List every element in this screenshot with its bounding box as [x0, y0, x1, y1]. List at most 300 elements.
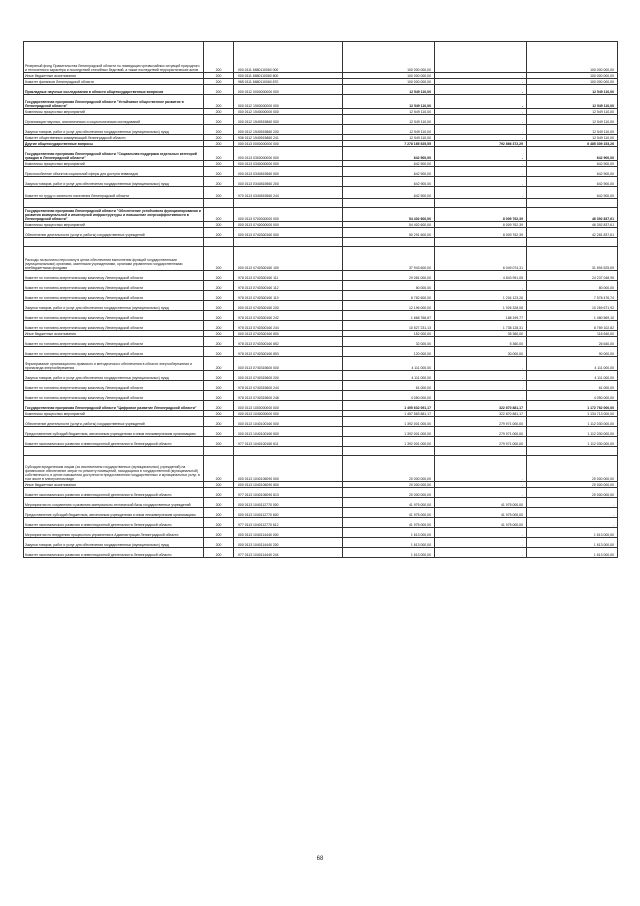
approved-amount-cell: 41 975 000,00: [343, 518, 435, 528]
classification-code-cell: 000 0111 6880110060 000: [234, 42, 343, 73]
classification-code-cell: 978 0113 0740300160 244: [234, 321, 343, 331]
unexecuted-amount-cell: 7 578 476,74: [527, 291, 618, 301]
line-code-cell: 200: [204, 337, 234, 347]
spacer-cell: [234, 199, 343, 208]
unexecuted-amount-cell: 12 549 110,00: [527, 125, 618, 135]
line-code-cell: 200: [204, 247, 234, 271]
classification-code-cell: 000 0113 0740000000 000: [234, 222, 343, 228]
name-cell: Комитет по топливно-энергетическому комплексу Ленинградской области: [24, 391, 204, 401]
name-cell: Комитет по топливно-энергетическому комплексу Ленинградской области: [24, 347, 204, 357]
approved-amount-cell: 4 111 000,00: [343, 371, 435, 381]
name-cell: Расходы на выплаты персоналу в целях обеспечения выполнения функций государственными (муниципальными) органами, казенными учреждениями, органами управления государственными внебюджетными фондами: [24, 247, 204, 271]
unexecuted-amount-cell: 6 485 309 153,26: [527, 141, 618, 147]
budget-row: [24, 518, 618, 528]
executed-amount-cell: -: [435, 538, 527, 548]
budget-table-container: [23, 41, 617, 558]
budget-row: [24, 548, 618, 558]
name-cell: Комитет по топливно-энергетическому комплексу Ленинградской области: [24, 271, 204, 281]
unexecuted-amount-cell: 1 480 569,10: [527, 311, 618, 321]
spacer-cell: [435, 238, 527, 247]
classification-code-cell: 000 0113 0700000000 000: [234, 208, 343, 222]
unexecuted-amount-cell: 642 900,00: [527, 187, 618, 199]
budget-row: [24, 538, 618, 548]
line-code-cell: 200: [204, 125, 234, 135]
line-code-cell: 200: [204, 321, 234, 331]
line-code-cell: 200: [204, 391, 234, 401]
line-code-cell: 200: [204, 85, 234, 95]
spacer-cell: [527, 199, 618, 208]
executed-amount-cell: 41 975 000,00: [435, 508, 527, 518]
unexecuted-amount-cell: 1 613 000,00: [527, 528, 618, 538]
name-cell: Комитет по топливно-энергетическому комплексу Ленинградской области: [24, 321, 204, 331]
approved-amount-cell: 1 613 000,00: [343, 538, 435, 548]
line-code-cell: 200: [204, 528, 234, 538]
approved-amount-cell: 10 527 231,13: [343, 321, 435, 331]
spacer-cell: [24, 238, 204, 247]
unexecuted-amount-cell: 12 549 110,00: [527, 115, 618, 125]
classification-code-cell: 000 0113 0740315600 200: [234, 371, 343, 381]
executed-amount-cell: -: [435, 79, 527, 85]
classification-code-cell: 000 0112 1540515860 200: [234, 125, 343, 135]
approved-amount-cell: 54 402 600,00: [343, 208, 435, 222]
line-code-cell: 200: [204, 488, 234, 498]
line-code-cell: 200: [204, 498, 234, 508]
executed-amount-cell: 322 870 881,17: [435, 401, 527, 411]
name-cell: Мероприятия по сохранению и развитию материально-технической базы государственных учреждений: [24, 498, 204, 508]
name-cell: Предоставление субсидий бюджетным, автономным учреждениям и иным некоммерческим организациям: [24, 427, 204, 437]
name-cell: Государственная программа Ленинградской области "Цифровое развитие Ленинградской области": [24, 401, 204, 411]
line-code-cell: 200: [204, 347, 234, 357]
executed-amount-cell: 41 975 000,00: [435, 518, 527, 528]
unexecuted-amount-cell: 100 000 000,00: [527, 79, 618, 85]
classification-code-cell: 000 0113 1000000000 000: [234, 401, 343, 411]
classification-code-cell: 000 0113 0740300160 800: [234, 331, 343, 337]
budget-row: [24, 208, 618, 222]
line-code-cell: 200: [204, 79, 234, 85]
classification-code-cell: 000 0113 0740315600 000: [234, 357, 343, 371]
approved-amount-cell: 32 000,00: [343, 337, 435, 347]
unexecuted-amount-cell: 20 000 000,00: [527, 488, 618, 498]
name-cell: Другие общегосударственные вопросы: [24, 141, 204, 147]
approved-amount-cell: 12 549 110,00: [343, 135, 435, 141]
approved-amount-cell: 1 392 001 000,00: [343, 437, 435, 447]
line-code-cell: 200: [204, 42, 234, 73]
line-code-cell: 200: [204, 508, 234, 518]
executed-amount-cell: -: [435, 456, 527, 482]
unexecuted-amount-cell: 642 900,00: [527, 167, 618, 177]
classification-code-cell: 000 0113 0340000000 000: [234, 161, 343, 167]
name-cell: Комплексы процессных мероприятий: [24, 222, 204, 228]
unexecuted-amount-cell: 4 050 000,00: [527, 391, 618, 401]
approved-amount-cell: 20 000 000,00: [343, 482, 435, 488]
spacer-cell: [204, 447, 234, 456]
approved-amount-cell: 12 196 000,00: [343, 301, 435, 311]
name-cell: Комитет финансов Ленинградской области: [24, 79, 204, 85]
line-code-cell: 200: [204, 401, 234, 411]
budget-row: [24, 337, 618, 347]
classification-code-cell: 977 0113 1040106090 813: [234, 488, 343, 498]
executed-amount-cell: -: [435, 391, 527, 401]
approved-amount-cell: 20 000 000,00: [343, 488, 435, 498]
unexecuted-amount-cell: 31 894 525,69: [527, 247, 618, 271]
approved-amount-cell: 29 081 000,00: [343, 271, 435, 281]
name-cell: Комплексы процессных мероприятий: [24, 411, 204, 417]
budget-row: [24, 391, 618, 401]
budget-row: [24, 125, 618, 135]
unexecuted-amount-cell: 100 000 000,00: [527, 73, 618, 79]
budget-row: [24, 437, 618, 447]
budget-row: [24, 508, 618, 518]
executed-amount-cell: 6 049 074,31: [435, 247, 527, 271]
budget-row: [24, 301, 618, 311]
budget-row: [24, 85, 618, 95]
unexecuted-amount-cell: 8 789 102,82: [527, 321, 618, 331]
unexecuted-amount-cell: 642 900,00: [527, 177, 618, 187]
line-code-cell: 200: [204, 548, 234, 558]
approved-amount-cell: 152 000,00: [343, 331, 435, 337]
name-cell: Комитет общественных коммуникаций Ленинградской области: [24, 135, 204, 141]
name-cell: Государственная программа Ленинградской области "Обеспечение устойчивого функционирования и развития коммунальной и инженерной инфраструктуры и повышение энергоэффективности в Ленинградской области": [24, 208, 204, 222]
executed-amount-cell: 188 199,77: [435, 311, 527, 321]
executed-amount-cell: 35 360,00: [435, 331, 527, 337]
classification-code-cell: 000 0113 1040106090 800: [234, 482, 343, 488]
spacer-row: [24, 447, 618, 456]
name-cell: Закупка товаров, работ и услуг для обеспечения государственных (муниципальных) нужд: [24, 538, 204, 548]
name-cell: Закупка товаров, работ и услуг для обеспечения государственных (муниципальных) нужд: [24, 177, 204, 187]
unexecuted-amount-cell: 642 900,00: [527, 161, 618, 167]
executed-amount-cell: -: [435, 115, 527, 125]
name-cell: Государственная программа Ленинградской области "Социальная поддержка отдельных категорий граждан в Ленинградской области": [24, 147, 204, 161]
executed-amount-cell: -: [435, 109, 527, 115]
line-code-cell: 200: [204, 417, 234, 427]
budget-row: [24, 417, 618, 427]
unexecuted-amount-cell: 10 269 671,92: [527, 301, 618, 311]
classification-code-cell: 978 0113 0740315600 246: [234, 391, 343, 401]
classification-code-cell: 000 0113 0340815560 000: [234, 167, 343, 177]
executed-amount-cell: -: [435, 177, 527, 187]
approved-amount-cell: 12 549 110,00: [343, 115, 435, 125]
budget-row: [24, 291, 618, 301]
line-code-cell: 200: [204, 427, 234, 437]
executed-amount-cell: -: [435, 73, 527, 79]
line-code-cell: 200: [204, 115, 234, 125]
name-cell: Закупка товаров, работ и услуг для обеспечения государственных (муниципальных) нужд: [24, 125, 204, 135]
approved-amount-cell: 54 402 600,00: [343, 222, 435, 228]
executed-amount-cell: -: [435, 528, 527, 538]
name-cell: Резервный фонд Правительства Ленинградской области по ликвидации чрезвычайных ситуаций природного и техногенного характера и последствий стихийных бедствий, а также последствий террористических актов: [24, 42, 204, 73]
approved-amount-cell: 8 782 600,00: [343, 291, 435, 301]
spacer-cell: [435, 447, 527, 456]
executed-amount-cell: 5 360,00: [435, 337, 527, 347]
unexecuted-amount-cell: 12 549 110,00: [527, 135, 618, 141]
name-cell: Прикладные научные исследования в области общегосударственных вопросов: [24, 85, 204, 95]
executed-amount-cell: 279 971 000,00: [435, 417, 527, 427]
name-cell: Комплексы процессных мероприятий: [24, 161, 204, 167]
line-code-cell: 200: [204, 135, 234, 141]
classification-code-cell: 977 0113 1040114440 244: [234, 548, 343, 558]
name-cell: Комитет экономического развития и инвестиционной деятельности Ленинградской области: [24, 488, 204, 498]
classification-code-cell: 978 0113 0740300160 242: [234, 311, 343, 321]
approved-amount-cell: 642 900,00: [343, 167, 435, 177]
line-code-cell: 200: [204, 291, 234, 301]
name-cell: Закупка товаров, работ и услуг для обеспечения государственных (муниципальных) нужд: [24, 371, 204, 381]
executed-amount-cell: -: [435, 147, 527, 161]
name-cell: Комитет экономического развития и инвестиционной деятельности Ленинградской области: [24, 437, 204, 447]
spacer-cell: [24, 199, 204, 208]
line-code-cell: 200: [204, 331, 234, 337]
budget-row: [24, 177, 618, 187]
spacer-cell: [24, 447, 204, 456]
executed-amount-cell: -: [435, 381, 527, 391]
classification-code-cell: 000 0113 1040100160 000: [234, 417, 343, 427]
line-code-cell: 200: [204, 187, 234, 199]
unexecuted-amount-cell: 12 549 110,00: [527, 85, 618, 95]
budget-row: [24, 456, 618, 482]
approved-amount-cell: 50 291 600,00: [343, 228, 435, 238]
name-cell: Комитет по топливно-энергетическому комплексу Ленинградской области: [24, 281, 204, 291]
name-cell: Комитет по топливно-энергетическому комплексу Ленинградской области: [24, 291, 204, 301]
classification-code-cell: 000 0113 1040114440 000: [234, 528, 343, 538]
unexecuted-amount-cell: 12 549 110,00: [527, 95, 618, 109]
approved-amount-cell: 4 050 000,00: [343, 391, 435, 401]
approved-amount-cell: 7 278 165 525,55: [343, 141, 435, 147]
unexecuted-amount-cell: 4 111 000,00: [527, 357, 618, 371]
budget-row: [24, 488, 618, 498]
line-code-cell: 200: [204, 301, 234, 311]
line-code-cell: 200: [204, 311, 234, 321]
classification-code-cell: 978 0113 0740300160 119: [234, 291, 343, 301]
unexecuted-amount-cell: 1 172 762 000,00: [527, 401, 618, 411]
budget-row: [24, 115, 618, 125]
name-cell: Иные бюджетные ассигнования: [24, 482, 204, 488]
budget-row: [24, 498, 618, 508]
approved-amount-cell: 12 549 110,00: [343, 125, 435, 135]
classification-code-cell: 000 0113 1040106090 000: [234, 456, 343, 482]
page-number: 68: [316, 856, 324, 862]
executed-amount-cell: -: [435, 85, 527, 95]
approved-amount-cell: 120 000,00: [343, 347, 435, 357]
executed-amount-cell: 1 738 128,31: [435, 321, 527, 331]
unexecuted-amount-cell: 26 640,00: [527, 337, 618, 347]
line-code-cell: 200: [204, 228, 234, 238]
name-cell: Комитет по труду и занятости населения Ленинградской области: [24, 187, 204, 199]
line-code-cell: 200: [204, 109, 234, 115]
approved-amount-cell: 41 975 000,00: [343, 498, 435, 508]
executed-amount-cell: 30 000,00: [435, 347, 527, 357]
classification-code-cell: 000 0113 0740300160 000: [234, 228, 343, 238]
unexecuted-amount-cell: 116 640,00: [527, 331, 618, 337]
unexecuted-amount-cell: 42 281 837,61: [527, 228, 618, 238]
budget-row: [24, 247, 618, 271]
name-cell: Приспособление объектов социальной сферы для доступа инвалидов: [24, 167, 204, 177]
budget-row: [24, 311, 618, 321]
unexecuted-amount-cell: 20 000 000,00: [527, 456, 618, 482]
line-code-cell: 200: [204, 73, 234, 79]
classification-code-cell: 978 0113 0740300160 111: [234, 271, 343, 281]
spacer-cell: [234, 447, 343, 456]
classification-code-cell: 000 0112 1540000000 000: [234, 109, 343, 115]
unexecuted-amount-cell: 24 237 048,95: [527, 271, 618, 281]
unexecuted-amount-cell: 1 613 000,00: [527, 548, 618, 558]
approved-amount-cell: 1 392 001 000,00: [343, 417, 435, 427]
line-code-cell: 200: [204, 456, 234, 482]
spacer-cell: [435, 199, 527, 208]
classification-code-cell: 936 0112 1540515860 241: [234, 135, 343, 141]
approved-amount-cell: 1 668 768,87: [343, 311, 435, 321]
line-code-cell: 200: [204, 281, 234, 291]
approved-amount-cell: 1 613 000,00: [343, 548, 435, 558]
approved-amount-cell: 12 549 110,00: [343, 95, 435, 109]
classification-code-cell: 000 0113 0300000000 000: [234, 147, 343, 161]
classification-code-cell: 978 0113 0740300160 853: [234, 347, 343, 357]
line-code-cell: 200: [204, 538, 234, 548]
spacer-cell: [204, 199, 234, 208]
unexecuted-amount-cell: -: [527, 508, 618, 518]
executed-amount-cell: 8 009 762,39: [435, 208, 527, 222]
unexecuted-amount-cell: 80 000,00: [527, 281, 618, 291]
line-code-cell: 200: [204, 381, 234, 391]
classification-code-cell: 970 0113 0340815560 244: [234, 187, 343, 199]
budget-row: [24, 167, 618, 177]
approved-amount-cell: 1 457 583 881,17: [343, 411, 435, 417]
executed-amount-cell: -: [435, 161, 527, 167]
executed-amount-cell: -: [435, 371, 527, 381]
classification-code-cell: 000 0111 6880110060 800: [234, 73, 343, 79]
unexecuted-amount-cell: 20 000 000,00: [527, 482, 618, 488]
unexecuted-amount-cell: 642 900,00: [527, 147, 618, 161]
line-code-cell: 200: [204, 411, 234, 417]
executed-amount-cell: 8 009 762,39: [435, 222, 527, 228]
approved-amount-cell: 1 495 632 091,17: [343, 401, 435, 411]
budget-row: [24, 42, 618, 73]
line-code-cell: 200: [204, 482, 234, 488]
name-cell: Государственная программа Ленинградской области "Устойчивое общественное развитие в Ленинградской области": [24, 95, 204, 109]
executed-amount-cell: -: [435, 167, 527, 177]
unexecuted-amount-cell: -: [527, 518, 618, 528]
spacer-cell: [343, 447, 435, 456]
executed-amount-cell: -: [435, 488, 527, 498]
name-cell: Комитет по топливно-энергетическому комплексу Ленинградской области: [24, 311, 204, 321]
executed-amount-cell: -: [435, 187, 527, 199]
approved-amount-cell: 12 549 110,00: [343, 109, 435, 115]
name-cell: Организация научных, аналитических и социологических исследований: [24, 115, 204, 125]
approved-amount-cell: 41 975 000,00: [343, 508, 435, 518]
executed-amount-cell: 1 204 123,26: [435, 291, 527, 301]
executed-amount-cell: -: [435, 95, 527, 109]
unexecuted-amount-cell: 61 000,00: [527, 381, 618, 391]
unexecuted-amount-cell: 4 111 000,00: [527, 371, 618, 381]
budget-row: [24, 228, 618, 238]
spacer-cell: [527, 447, 618, 456]
line-code-cell: 200: [204, 222, 234, 228]
classification-code-cell: 977 0113 1040112770 612: [234, 518, 343, 528]
budget-row: [24, 95, 618, 109]
spacer-cell: [343, 238, 435, 247]
budget-row: [24, 271, 618, 281]
classification-code-cell: 000 0113 1040000000 000: [234, 411, 343, 417]
name-cell: Иные бюджетные ассигнования: [24, 73, 204, 79]
classification-code-cell: 000 0113 1040112770 600: [234, 508, 343, 518]
executed-amount-cell: 4 843 951,05: [435, 271, 527, 281]
budget-row: [24, 147, 618, 161]
classification-code-cell: 000 0112 1500000000 000: [234, 95, 343, 109]
approved-amount-cell: 61 000,00: [343, 381, 435, 391]
spacer-row: [24, 238, 618, 247]
unexecuted-amount-cell: 1 112 030 000,00: [527, 437, 618, 447]
executed-amount-cell: 8 009 762,39: [435, 228, 527, 238]
spacer-cell: [527, 238, 618, 247]
budget-row: [24, 347, 618, 357]
line-code-cell: 200: [204, 147, 234, 161]
unexecuted-amount-cell: 46 392 837,61: [527, 208, 618, 222]
classification-code-cell: 977 0113 1040100160 611: [234, 437, 343, 447]
budget-row: [24, 321, 618, 331]
spacer-cell: [234, 238, 343, 247]
approved-amount-cell: 100 000 000,00: [343, 42, 435, 73]
approved-amount-cell: 12 549 110,00: [343, 85, 435, 95]
name-cell: Комитет по топливно-энергетическому комплексу Ленинградской области: [24, 337, 204, 347]
budget-execution-table: [23, 41, 618, 558]
approved-amount-cell: 37 943 600,00: [343, 247, 435, 271]
executed-amount-cell: 322 870 881,17: [435, 411, 527, 417]
name-cell: Комплексы процессных мероприятий: [24, 109, 204, 115]
line-code-cell: 200: [204, 271, 234, 281]
approved-amount-cell: 642 900,00: [343, 161, 435, 167]
budget-row: [24, 401, 618, 411]
name-cell: Комитет экономического развития и инвестиционной деятельности Ленинградской области: [24, 518, 204, 528]
line-code-cell: 200: [204, 95, 234, 109]
classification-code-cell: 000 0113 0740300160 100: [234, 247, 343, 271]
classification-code-cell: 000 0113 0340815560 200: [234, 177, 343, 187]
classification-code-cell: 978 0113 0740300160 852: [234, 337, 343, 347]
line-code-cell: 200: [204, 357, 234, 371]
line-code-cell: 200: [204, 161, 234, 167]
budget-row: [24, 381, 618, 391]
approved-amount-cell: 642 900,00: [343, 147, 435, 161]
budget-row: [24, 371, 618, 381]
unexecuted-amount-cell: 100 000 000,00: [527, 42, 618, 73]
spacer-cell: [204, 238, 234, 247]
budget-row: [24, 357, 618, 371]
line-code-cell: 200: [204, 208, 234, 222]
executed-amount-cell: 279 971 000,00: [435, 437, 527, 447]
executed-amount-cell: 41 975 000,00: [435, 498, 527, 508]
name-cell: Комитет экономического развития и инвестиционной деятельности Ленинградской области: [24, 548, 204, 558]
name-cell: Комитет по топливно-энергетическому комплексу Ленинградской области: [24, 381, 204, 391]
line-code-cell: 200: [204, 141, 234, 147]
classification-code-cell: 978 0113 0740315600 244: [234, 381, 343, 391]
spacer-cell: [343, 199, 435, 208]
budget-row: [24, 281, 618, 291]
executed-amount-cell: 792 866 372,29: [435, 141, 527, 147]
name-cell: Мероприятия по внедрению процессного управления в Администрации Ленинградской области: [24, 528, 204, 538]
name-cell: Иные бюджетные ассигнования: [24, 331, 204, 337]
line-code-cell: 200: [204, 437, 234, 447]
approved-amount-cell: 80 000,00: [343, 281, 435, 291]
budget-row: [24, 427, 618, 437]
line-code-cell: 200: [204, 177, 234, 187]
approved-amount-cell: 100 000 000,00: [343, 73, 435, 79]
classification-code-cell: 000 0113 1040100160 600: [234, 427, 343, 437]
executed-amount-cell: 1 926 328,08: [435, 301, 527, 311]
classification-code-cell: 000 0113 0740300160 200: [234, 301, 343, 311]
classification-code-cell: 978 0113 0740300160 112: [234, 281, 343, 291]
approved-amount-cell: 100 000 000,00: [343, 79, 435, 85]
unexecuted-amount-cell: 1 112 030 000,00: [527, 417, 618, 427]
unexecuted-amount-cell: 1 134 713 000,00: [527, 411, 618, 417]
executed-amount-cell: -: [435, 281, 527, 291]
name-cell: Субсидии юридическим лицам (за исключением государственных (муниципальных) учреждений) на финансовое обеспечение затрат по ремонту помещений, находящихся в государственной (муниципальной) собственности, в целях повышения доступности предоставления государственных и муниципальных услуг, в том числе в электронном виде: [24, 456, 204, 482]
